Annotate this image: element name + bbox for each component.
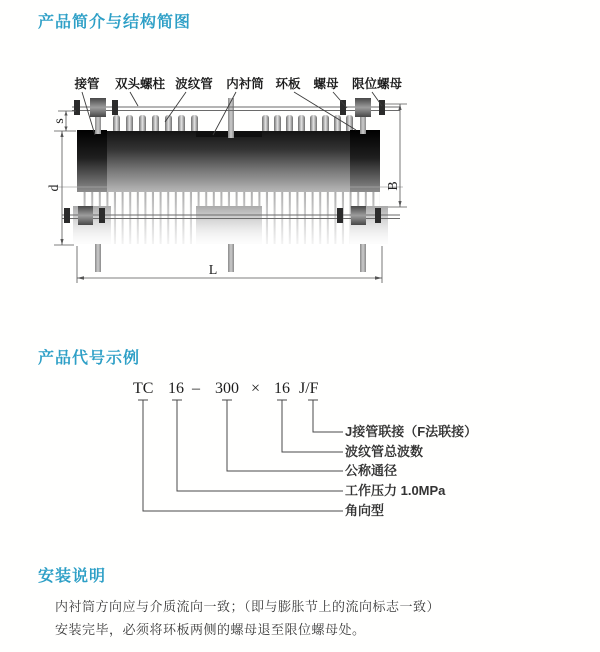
section-title-installation: 安装说明 <box>38 568 107 585</box>
code-leader-lines <box>130 398 470 523</box>
ring-plate-label: 环板 <box>275 77 301 91</box>
center-stud <box>228 98 234 138</box>
install-instruction-line: 内衬筒方向应与介质流向一致；（即与膨胀节上的流向标志一致） <box>55 599 441 614</box>
anno-wave-count: 波纹管总波数 <box>345 444 424 459</box>
lower-right-ring-plate <box>351 206 366 225</box>
left-limit-nut <box>74 100 80 115</box>
anno-connection-type: J接管联接（F法联接） <box>345 424 478 439</box>
lower-left-stud <box>95 244 101 272</box>
dim-l-label: L <box>208 263 218 278</box>
connector-pipe-label: 接管 <box>74 77 100 91</box>
lower-right-stud <box>360 244 366 272</box>
stud-bolt-label: 双头螺柱 <box>114 77 166 91</box>
right-connector-pipe-end <box>350 130 380 192</box>
lower-left-limit-nut <box>64 208 70 223</box>
left-connector-pipe-end <box>77 130 107 192</box>
bellows-label: 波纹管 <box>175 77 213 91</box>
limit-nut-label: 限位螺母 <box>351 77 403 91</box>
section-title-product-code: 产品代号示例 <box>38 350 141 367</box>
section-title-product-intro: 产品简介与结构简图 <box>38 14 192 31</box>
code-part-multiply: × <box>251 380 261 397</box>
dim-s-label: s <box>52 118 67 124</box>
anno-angular-type: 角向型 <box>345 503 385 518</box>
code-part-waves: 16 <box>274 380 290 397</box>
left-nut <box>112 100 118 115</box>
code-part-diameter: 300 <box>215 380 239 397</box>
right-nut <box>340 100 346 115</box>
code-part-connection: J/F <box>299 380 319 397</box>
left-ring-plate <box>90 98 106 117</box>
anno-working-pressure: 工作压力 1.0MPa <box>345 483 446 498</box>
bellows-body <box>77 131 380 192</box>
lower-left-nut <box>99 208 105 223</box>
dim-d-label: d <box>47 184 62 192</box>
code-part-dash: – <box>192 380 200 397</box>
lower-right-nut <box>337 208 343 223</box>
right-ring-plate <box>355 98 371 117</box>
code-part-pressure: 16 <box>168 380 184 397</box>
anno-nominal-diameter: 公称通径 <box>345 463 398 478</box>
joint-body <box>77 130 380 192</box>
dim-b-label: B <box>386 181 401 191</box>
inner-liner-label: 内衬筒 <box>226 77 264 91</box>
nut-label: 螺母 <box>313 77 339 91</box>
lower-left-ring-plate <box>78 206 93 225</box>
code-part-type: TC <box>133 380 154 397</box>
dimension-s <box>52 111 76 131</box>
right-limit-nut <box>379 100 385 115</box>
lower-center-stud <box>228 244 234 272</box>
lower-right-limit-nut <box>375 208 381 223</box>
expansion-joint-structure-diagram <box>47 62 430 297</box>
install-instruction-line: 安装完毕，必须将环板两侧的螺母退至限位螺母处。 <box>55 622 366 637</box>
